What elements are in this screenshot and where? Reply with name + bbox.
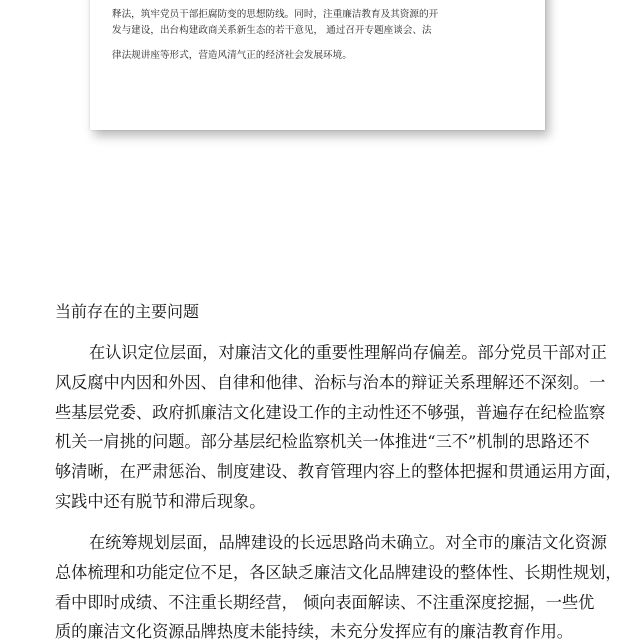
paragraph-line: 质的廉洁文化资源品牌热度未能持续，未充分发挥应有的廉洁教育作用。 <box>55 622 573 640</box>
card-text-line: 发与建设，出台构建政商关系新生态的若干意见， 通过召开专题座谈会、法 <box>112 25 432 36</box>
document-card <box>90 0 545 130</box>
paragraph-line: 实践中还有脱节和滞后现象。 <box>55 492 266 511</box>
paragraph-line: 风反腐中内因和外因、自律和他律、治标与治本的辩证关系理解还不深刻。一 <box>55 373 606 392</box>
card-text-line: 律法规讲座等形式，营造风清气正的经济社会发展环境。 <box>112 50 352 61</box>
paragraph-line: 总体梳理和功能定位不足，各区缺乏廉洁文化品牌建设的整体性、长期性规划， <box>55 563 622 582</box>
paragraph-line: 机关一肩挑的问题。部分基层纪检监察机关一体推进“三不”机制的思路还不 <box>55 432 590 451</box>
paragraph-line: 看中即时成绩、不注重长期经营， 倾向表面解读、不注重深度挖掘，一些优 <box>55 593 595 612</box>
paragraph-line: 在统筹规划层面，品牌建设的长远思路尚未确立。对全市的廉洁文化资源 <box>89 533 607 552</box>
card-text-line: 释法，筑牢党员干部拒腐防变的思想防线。同时，注重廉洁教育及其资源的开 <box>112 9 439 20</box>
section-heading: 当前存在的主要问题 <box>55 302 200 321</box>
paragraph-line: 些基层党委、政府抓廉洁文化建设工作的主动性还不够强，普遍存在纪检监察 <box>55 403 606 422</box>
paragraph-line: 在认识定位层面，对廉洁文化的重要性理解尚存偏差。部分党员干部对正 <box>89 343 607 362</box>
paragraph-line: 够清晰，在严肃惩治、制度建设、教育管理内容上的整体把握和贯通运用方面， <box>55 462 622 481</box>
